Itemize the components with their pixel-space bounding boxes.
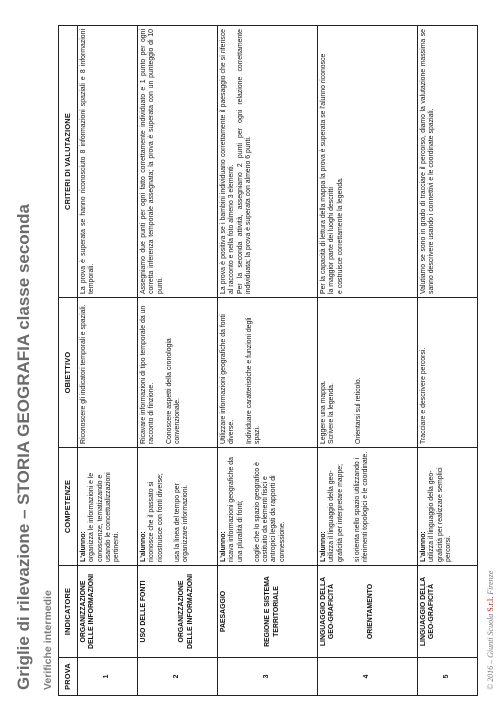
- page-subtitle: Verifiche intermedie: [42, 590, 54, 690]
- footer-red: S.r.l.: [486, 596, 495, 612]
- indicatore-cell: [318, 566, 418, 658]
- criteri-text: La prova è superata se hanno riconosciuto 8 informazioni spaziali e 8 informazioni temporali.: [80, 29, 96, 294]
- criteri-cell: [218, 26, 318, 298]
- competenze-cell: [418, 448, 478, 566]
- indicatore-cell: [138, 566, 218, 658]
- criteri-text: la maggior parte dei luoghi descritti: [328, 187, 336, 294]
- competenze-text: ricava informazioni geografiche da una pluralità di fonti;: [228, 457, 244, 562]
- prova-number: 1: [78, 658, 138, 696]
- header-obiettivo: OBIETTIVO: [59, 298, 78, 448]
- obiettivo-text: Ricavare informazioni di tipo temporale da un racconto di finzione.: [140, 305, 156, 444]
- indicatore-label: ORGANIZZAZIONE DELLE INFORMAZIONI: [80, 573, 96, 650]
- prova-number: 5: [418, 658, 478, 696]
- criteri-text: Assegniamo due punti per ogni fatto correttamente individuato e 1 punto per ogni corretta inferenza temporale assegnata; la prova è superata con un punteggio di 10 punti.: [140, 29, 164, 294]
- criteri-text: e costruisce correttamente la legenda.: [336, 177, 344, 294]
- criteri-cell: [318, 26, 418, 298]
- competenze-cell: [318, 448, 418, 566]
- indicatore-cell: [218, 566, 318, 658]
- obiettivo-text: Orientarsi sul reticolo.: [354, 377, 362, 444]
- header-prova: PROVA: [59, 658, 78, 696]
- indicatore-label: ORGANIZZAZIONE DELLE INFORMAZIONI: [178, 573, 194, 650]
- competenze-intro: L'alunno:: [220, 531, 227, 562]
- table-row: [418, 26, 478, 696]
- criteri-text: La prova è positiva se i bambini individuano correttamente il paesaggio che si riferisce al racconto e nella foto almeno 3 elementi.: [220, 29, 236, 294]
- competenze-text: organizza le informazioni e le conoscenze, tematizzando e usando le concettualizzazioni pertinenti.: [88, 472, 121, 562]
- obiettivo-text: Individuare caratteristiche e funzioni degli spazi.: [245, 317, 261, 444]
- criteri-cell: [138, 26, 218, 298]
- criteri-cell: [78, 26, 138, 298]
- page-title: Griglie di rilevazione – STORIA GEOGRAFIA classe seconda: [14, 204, 33, 690]
- obiettivo-cell: [418, 298, 478, 448]
- obiettivo-text: Utilizzare informazioni geografiche da fonti diverse.: [220, 314, 236, 444]
- evaluation-grid: [58, 25, 478, 696]
- table-row: [138, 26, 218, 696]
- obiettivo-cell: [138, 298, 218, 448]
- competenze-text: riconosce che il passato si ricostruisce con fonti diverse;: [148, 473, 164, 562]
- footer-prefix: © 2016 – Giunti Scuola: [486, 611, 495, 690]
- table-row: [218, 26, 318, 696]
- competenze-text: usa la linea del tempo per organizzare informazioni.: [173, 483, 190, 562]
- indicatore-label: ORIENTAMENTO: [366, 583, 374, 640]
- indicatore-label: REGIONE E SISTEMA TERRITORIALE: [264, 576, 280, 647]
- header-indicatore: INDICATORE: [59, 566, 78, 658]
- table-row: [78, 26, 138, 696]
- criteri-cell: [418, 26, 478, 298]
- competenze-text: utilizza il linguaggio della geo-graficità per interpretare mappe;: [328, 463, 344, 562]
- indicatore-label: LINGUAGGIO DELLA GEO-GRAFICITÀ: [420, 576, 436, 647]
- competenze-cell: [218, 448, 318, 566]
- competenze-cell: [78, 448, 138, 566]
- competenze-cell: [138, 448, 218, 566]
- obiettivo-cell: [78, 298, 138, 448]
- obiettivo-text: Tracciare e descrivere percorsi.: [420, 347, 427, 444]
- obiettivo-cell: [218, 298, 318, 448]
- competenze-text: utilizza il linguaggio della geo-graficità per realizzare semplici percorsi.: [428, 467, 452, 562]
- competenze-text: si orienta nello spazio utilizzando i riferimenti topologici e le coordinate.: [353, 451, 370, 562]
- criteri-text: Per la seconda attività, assegniamo 2 punti per ogni relazione correttamente individuata; la prova è superata con almeno 6 punti.: [236, 29, 252, 294]
- indicatore-label: PAESAGGIO: [220, 590, 227, 633]
- footer-suffix: Firenze: [486, 570, 495, 597]
- indicatore-cell: [418, 566, 478, 658]
- prova-number: 2: [138, 658, 218, 696]
- indicatore-cell: [78, 566, 138, 658]
- competenze-intro: L'alunno:: [320, 531, 327, 562]
- criteri-text: Valutiamo se sono in grado di tracciare il percorso, diamo la valutazione massima se sanno descrivere usando i connettivi e le coordinate spaziali.: [420, 29, 436, 294]
- header-row: [59, 26, 78, 696]
- obiettivo-text: Riconoscere gli indicatori temporali e spaziali.: [80, 304, 87, 444]
- indicatore-label: LINGUAGGIO DELLA GEO-GRAFICITÀ: [320, 576, 336, 647]
- competenze-text: coglie che lo spazio geografico è costituito da elementi fisici e antropici legati da rapporti di connessione.: [253, 462, 286, 562]
- competenze-intro: L'alunno:: [140, 531, 147, 562]
- obiettivo-text: Leggere una mappa.: [320, 380, 327, 444]
- obiettivo-text: Scrivere la legenda.: [328, 383, 336, 444]
- prova-number: 3: [218, 658, 318, 696]
- criteri-text: Per la capacità di lettura della mappa la prova è superata se l'alunno riconosce: [320, 53, 327, 294]
- table-row: [318, 26, 418, 696]
- indicatore-label: USO DELLE FONTI: [140, 580, 147, 643]
- prova-number: 4: [318, 658, 418, 696]
- header-competenze: COMPETENZE: [59, 448, 78, 566]
- obiettivo-text: Conoscere aspetti della cronologia convenzionale.: [165, 338, 181, 444]
- obiettivo-cell: [318, 298, 418, 448]
- header-criteri: CRITERI DI VALUTAZIONE: [59, 26, 78, 298]
- copyright-footer: [486, 571, 495, 690]
- competenze-intro: L'alunno:: [420, 531, 427, 562]
- competenze-intro: L'alunno:: [80, 531, 87, 562]
